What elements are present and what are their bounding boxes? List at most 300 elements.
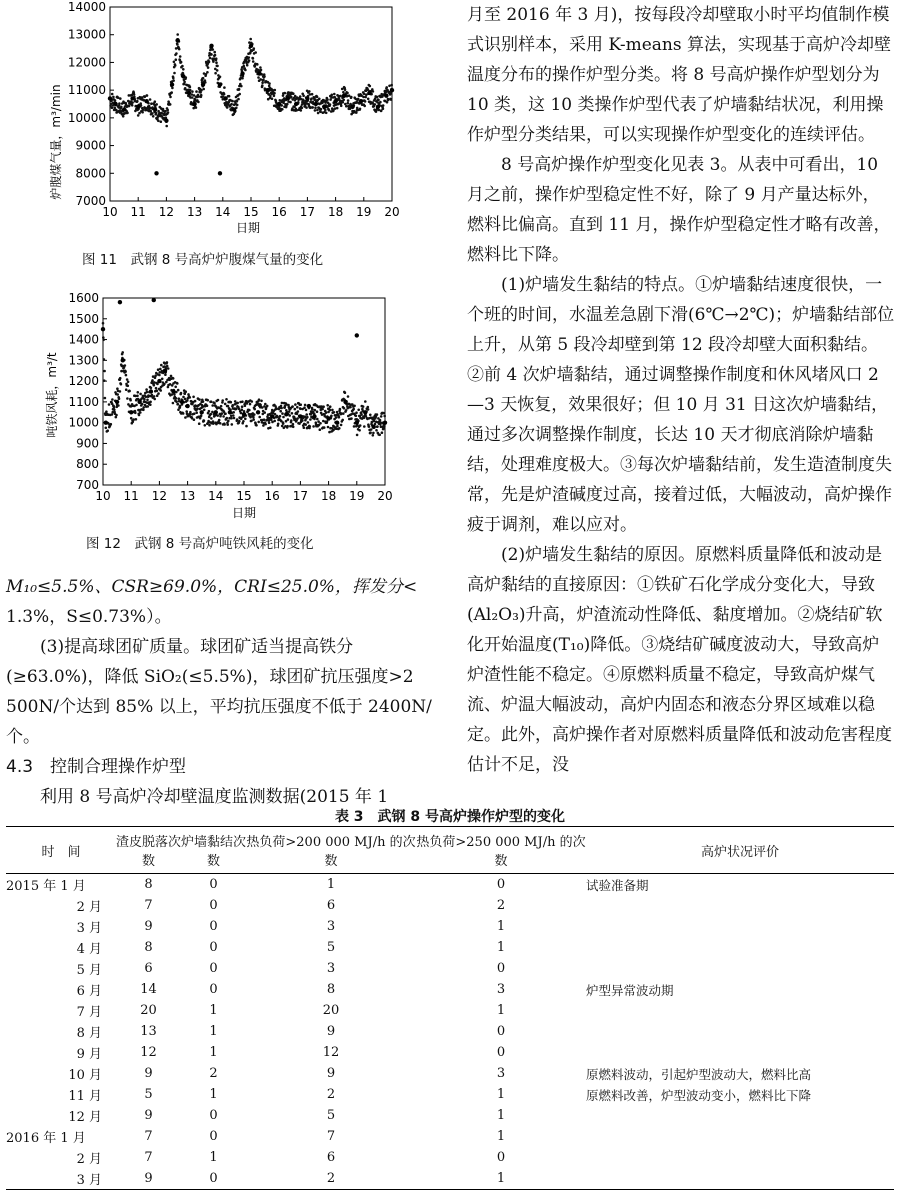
data-point (228, 410, 232, 414)
data-point (385, 86, 388, 89)
data-point (170, 375, 173, 378)
data-point (258, 398, 261, 401)
data-point (329, 405, 332, 408)
data-point (363, 425, 366, 428)
data-point (333, 99, 337, 103)
data-point (323, 426, 326, 429)
data-point (149, 403, 152, 406)
data-point (299, 403, 302, 406)
data-point (127, 385, 130, 388)
data-point (311, 106, 314, 109)
table-3 (6, 826, 894, 1190)
data-point (255, 424, 258, 427)
data-point (127, 381, 130, 384)
data-point (338, 97, 341, 100)
data-point (134, 412, 137, 415)
data-point (177, 389, 180, 392)
data-point (177, 403, 180, 406)
data-point (189, 396, 192, 399)
data-point (372, 425, 376, 429)
data-point (356, 434, 359, 437)
data-point (273, 92, 276, 95)
fig12-caption: 图 12 武钢 8 号高炉吨铁风耗的变化 (86, 536, 314, 552)
data-point (369, 431, 372, 434)
data-point (220, 405, 223, 408)
cell-evaluation: 试验准备期 (586, 877, 649, 893)
x-tick-label: 10 (95, 489, 111, 503)
data-point (136, 100, 139, 103)
data-point (198, 398, 201, 401)
data-point (291, 405, 294, 408)
data-point (364, 100, 367, 103)
data-point (214, 54, 217, 57)
data-point (259, 66, 262, 69)
data-point (260, 69, 263, 72)
data-point (374, 97, 377, 100)
data-point (224, 412, 227, 415)
y-tick-label: 11000 (67, 83, 106, 98)
data-point (240, 71, 244, 75)
data-point (336, 107, 339, 110)
data-point (189, 86, 192, 89)
y-tick-label: 700 (76, 478, 99, 492)
data-point (122, 115, 125, 118)
data-point (191, 96, 194, 99)
data-point (257, 76, 260, 79)
data-point (139, 393, 142, 396)
x-tick-label: 17 (299, 205, 316, 219)
data-point (302, 94, 305, 97)
data-point (210, 417, 213, 420)
cell-time: 2015 年 1 月 (6, 879, 86, 894)
data-point (316, 418, 319, 421)
data-point (175, 400, 178, 403)
data-point (187, 91, 191, 95)
data-point (299, 95, 302, 98)
data-point (195, 90, 198, 93)
data-point (355, 333, 359, 337)
data-point (135, 404, 138, 407)
x-tick-label: 20 (377, 489, 393, 503)
data-point (153, 107, 157, 111)
data-point (367, 91, 371, 95)
data-point (336, 411, 339, 414)
data-point (308, 90, 311, 93)
data-point (206, 399, 209, 402)
data-point (200, 410, 204, 414)
data-point (130, 417, 133, 420)
x-tick-label: 18 (320, 489, 337, 503)
cell-slag-fall: 9 (144, 919, 153, 934)
data-point (339, 95, 342, 98)
data-point (119, 390, 122, 393)
data-point (174, 386, 177, 389)
data-point (282, 94, 285, 97)
data-point (213, 402, 216, 405)
data-point (344, 391, 347, 394)
data-point (345, 409, 348, 412)
data-point (376, 413, 379, 416)
data-point (381, 431, 384, 434)
data-point (116, 387, 119, 390)
data-point (217, 399, 220, 402)
data-point (124, 364, 127, 367)
x-tick-label: 16 (271, 205, 287, 219)
y-tick-label: 12000 (67, 55, 106, 70)
data-point (357, 98, 360, 101)
figure-11 (0, 0, 455, 240)
data-point (155, 387, 158, 390)
table-row (6, 1147, 894, 1168)
data-point (211, 404, 214, 407)
data-point (268, 421, 271, 424)
data-point (384, 93, 388, 97)
data-point (386, 101, 389, 104)
data-point (374, 103, 377, 106)
data-point (195, 411, 198, 414)
data-point (230, 103, 233, 106)
table-row (6, 1168, 894, 1190)
data-point (243, 65, 246, 68)
data-point (378, 434, 381, 437)
y-tick-label: 1000 (68, 415, 99, 430)
cell-time: 6 月 (76, 984, 102, 999)
data-point (210, 413, 213, 416)
data-point (179, 55, 182, 58)
data-point (387, 99, 390, 102)
data-point (261, 81, 264, 84)
data-point (326, 98, 329, 101)
data-point (340, 424, 343, 427)
cell-evaluation (586, 937, 894, 958)
data-point (131, 104, 134, 107)
data-point (186, 399, 189, 402)
data-point (219, 422, 222, 425)
data-point (242, 412, 246, 416)
data-point (321, 408, 324, 411)
data-point (135, 418, 138, 421)
data-point (248, 56, 251, 59)
data-point (171, 393, 174, 396)
cell-heat-200k: 1 (326, 877, 336, 892)
data-point (382, 412, 385, 415)
data-point (355, 411, 358, 414)
x-tick-label: 16 (264, 489, 280, 503)
data-point (192, 396, 195, 399)
data-point (166, 365, 169, 368)
data-point (342, 93, 346, 97)
data-point (279, 410, 282, 413)
data-point (159, 368, 162, 371)
data-point (296, 417, 299, 420)
cell-wall-bond: 0 (209, 1108, 218, 1123)
x-tick-label: 14 (208, 489, 224, 503)
data-point (329, 409, 332, 412)
cell-heat-250k: 0 (496, 1024, 506, 1039)
data-point (184, 416, 187, 419)
data-point (242, 420, 245, 423)
table-row (6, 1000, 894, 1021)
data-point (226, 417, 229, 420)
data-point (363, 410, 367, 414)
data-point (215, 61, 218, 64)
data-point (347, 395, 350, 398)
fig12-ylabel: 吨铁风耗，m³/t (45, 352, 59, 438)
data-point (120, 383, 123, 386)
cell-slag-fall: 14 (140, 982, 157, 997)
data-point (223, 93, 226, 96)
data-point (294, 102, 298, 106)
data-point (226, 423, 229, 426)
data-point (166, 109, 169, 112)
data-point (149, 98, 152, 101)
left-line-2: 1.3%，S≤0.73%）。 (6, 607, 172, 627)
data-point (212, 48, 215, 51)
data-point (390, 88, 394, 92)
cell-heat-200k: 8 (326, 982, 336, 997)
data-point (319, 428, 322, 431)
cell-heat-250k: 1 (496, 1129, 506, 1144)
data-point (304, 404, 307, 407)
data-point (348, 94, 351, 97)
cell-heat-200k: 2 (326, 1087, 336, 1102)
data-point (136, 395, 139, 398)
data-point (230, 401, 233, 404)
table-row (6, 895, 894, 916)
data-point (258, 416, 261, 419)
left-para-4-3: 利用 8 号高炉冷却壁温度监测数据(2015 年 1 (40, 787, 389, 807)
data-point (340, 105, 343, 108)
cell-heat-250k: 1 (496, 940, 506, 955)
data-point (119, 97, 122, 100)
data-point (151, 379, 154, 382)
data-point (252, 416, 255, 419)
cell-wall-bond: 2 (209, 1066, 218, 1081)
data-point (382, 104, 385, 107)
data-point (119, 377, 122, 380)
data-point (250, 420, 253, 423)
data-point (288, 414, 291, 417)
data-point (298, 414, 302, 418)
data-point (316, 109, 319, 112)
data-point (122, 107, 126, 111)
data-point (310, 97, 313, 100)
y-tick-label: 900 (76, 436, 99, 451)
figure-12-chart (0, 285, 455, 525)
data-point (262, 424, 265, 427)
data-point (326, 420, 329, 423)
cell-wall-bond: 1 (209, 1045, 218, 1060)
data-point (132, 418, 135, 421)
data-point (142, 409, 145, 412)
data-point (151, 112, 154, 115)
cell-wall-bond: 0 (209, 919, 218, 934)
section-4-3-heading: 4.3 控制合理操作炉型 (6, 757, 187, 777)
data-point (263, 75, 266, 78)
col-header-heat-200k: 热负荷>200 000 MJ/h 的次数 (246, 835, 416, 869)
cell-evaluation (586, 1000, 894, 1021)
data-point (249, 403, 252, 406)
data-point (364, 96, 367, 99)
data-point (111, 106, 114, 109)
data-point (357, 409, 360, 412)
data-point (350, 96, 353, 99)
data-point (103, 370, 106, 373)
data-point (368, 425, 371, 428)
data-point (324, 109, 327, 112)
data-point (232, 107, 236, 111)
data-point (292, 423, 295, 426)
data-point (159, 389, 162, 392)
y-tick-label: 7000 (75, 194, 106, 208)
cell-evaluation (586, 895, 894, 916)
data-point (252, 60, 255, 63)
data-point (222, 415, 225, 418)
data-point (186, 412, 189, 415)
data-point (355, 420, 359, 424)
cell-wall-bond: 1 (209, 1003, 218, 1018)
table-row (6, 1105, 894, 1126)
data-point (142, 406, 145, 409)
data-point (350, 417, 353, 420)
data-point (364, 400, 367, 403)
data-point (263, 418, 266, 421)
data-point (309, 425, 312, 428)
data-point (154, 100, 157, 103)
data-point (225, 398, 228, 401)
data-point (372, 432, 375, 435)
data-point (175, 58, 178, 61)
data-point (126, 397, 129, 400)
data-point (126, 378, 129, 381)
data-point (223, 423, 226, 426)
data-point (270, 414, 274, 418)
data-point (248, 409, 251, 412)
data-point (153, 395, 156, 398)
data-point (369, 85, 372, 88)
data-point (263, 411, 266, 414)
data-point (314, 106, 317, 109)
data-point (338, 416, 341, 419)
data-point (197, 101, 200, 104)
cell-heat-250k: 1 (496, 1171, 506, 1186)
data-point (269, 426, 272, 429)
x-tick-label: 12 (158, 205, 175, 219)
data-point (214, 410, 218, 414)
data-point (180, 392, 183, 395)
cell-heat-200k: 5 (326, 1108, 336, 1123)
data-point (318, 98, 321, 101)
data-point (240, 85, 243, 88)
data-point (152, 115, 155, 118)
data-point (112, 96, 115, 99)
data-point (117, 404, 120, 407)
cell-heat-200k: 3 (326, 961, 336, 976)
plot-frame (103, 298, 385, 485)
data-point (223, 86, 226, 89)
x-tick-label: 14 (215, 205, 231, 219)
data-point (170, 82, 174, 86)
y-tick-label: 1600 (68, 291, 99, 305)
data-point (273, 95, 276, 98)
x-tick-label: 15 (243, 205, 259, 219)
cell-heat-250k: 3 (496, 1066, 506, 1081)
data-point (282, 422, 285, 425)
data-point (164, 110, 167, 113)
right-para-3: (1)炉墙发生黏结的特点。①炉墙黏结速度很快，一个班的时间，水温差急剧下滑(6℃→2℃)；炉墙黏结部位上升，从第 5 段冷却壁到第 12 段冷却壁大面积黏结。②前 4 次炉墙黏结，通过调整操作制度和休风堵风口 2—3 天恢复，效果很好；但 10 月 31 日这次炉墙黏结，通过多次调整操作制度，长达 10 天才彻底消除炉墙黏结，处理难度极大。③每次炉墙黏结前，发生造渣制度失常，先是炉渣碱度过高，接着过低，大幅波动，高炉操作疲于调剂，难以应对。 (467, 275, 895, 535)
data-point (129, 399, 132, 402)
data-point (153, 398, 156, 401)
data-point (294, 403, 297, 406)
data-point (113, 102, 117, 106)
data-point (332, 428, 335, 431)
data-point (207, 66, 210, 69)
data-point (261, 84, 264, 87)
cell-wall-bond: 0 (209, 877, 218, 892)
data-point (195, 106, 198, 109)
data-point (111, 413, 114, 416)
cell-wall-bond: 0 (209, 1129, 218, 1144)
data-point (156, 390, 159, 393)
data-point (390, 84, 393, 87)
fig11-ylabel: 炉腹煤气量，m³/min (49, 84, 63, 200)
data-point (326, 404, 329, 407)
data-point (277, 423, 280, 426)
data-point (367, 406, 370, 409)
data-point (149, 389, 153, 393)
cell-evaluation (586, 1021, 894, 1042)
data-point (268, 82, 271, 85)
data-point (390, 98, 393, 101)
data-point (155, 103, 158, 106)
data-point (202, 400, 205, 403)
data-point (246, 64, 249, 67)
cell-heat-200k: 2 (326, 1171, 336, 1186)
data-point (300, 109, 303, 112)
cell-time: 2 月 (76, 900, 102, 915)
data-point (139, 411, 142, 414)
data-point (248, 59, 251, 62)
data-point (232, 411, 235, 414)
data-point (311, 93, 314, 96)
col-header-slag-fall: 渣皮脱落次数 (116, 835, 182, 869)
data-point (144, 99, 148, 103)
data-point (181, 74, 185, 78)
y-tick-label: 1300 (68, 353, 99, 368)
data-point (238, 88, 241, 91)
cell-heat-200k: 9 (326, 1024, 336, 1039)
data-point (147, 405, 150, 408)
data-point (372, 434, 375, 437)
data-point (359, 424, 362, 427)
fig11-xlabel: 日期 (235, 221, 261, 235)
data-point (191, 90, 194, 93)
data-point (295, 109, 298, 112)
cell-wall-bond: 1 (209, 1087, 218, 1102)
data-point (314, 102, 318, 106)
cell-time: 7 月 (76, 1005, 102, 1020)
data-point (240, 412, 243, 415)
data-point (303, 426, 306, 429)
x-tick-label: 11 (130, 205, 146, 219)
data-point (114, 99, 117, 102)
data-point (373, 420, 376, 423)
data-point (138, 414, 141, 417)
cell-heat-200k: 6 (326, 898, 336, 913)
data-point (175, 52, 178, 55)
data-point (130, 96, 134, 100)
data-point (281, 108, 284, 111)
